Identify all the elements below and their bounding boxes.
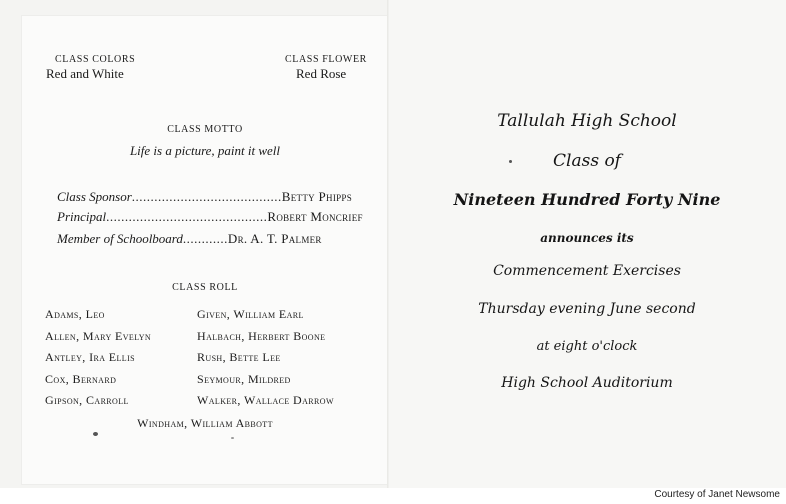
invitation-class-of: Class of <box>553 151 621 171</box>
official-name: Dr. A. T. Palmer <box>227 231 322 246</box>
invitation-announces: announces its <box>540 231 634 245</box>
invitation-year: Nineteen Hundred Forty Nine <box>453 190 721 209</box>
leader-dots: ............ <box>182 231 228 246</box>
invitation-time: at eight o'clock <box>536 339 638 354</box>
official-name: Betty Phipps <box>281 189 353 204</box>
invitation-event: Commencement Exercises <box>493 263 681 279</box>
class-colors-label: CLASS COLORS <box>55 54 136 65</box>
class-motto-value: Life is a picture, paint it well <box>129 143 281 158</box>
leader-dots: ........................................ <box>131 189 282 204</box>
roll-name: Rush, Bette Lee <box>197 350 281 364</box>
roll-name: Allen, Mary Evelyn <box>45 329 152 343</box>
invitation-school: Tallulah High School <box>497 111 677 131</box>
class-motto-label: CLASS MOTTO <box>167 124 243 135</box>
official-row-principal <box>57 209 363 225</box>
roll-name: Antley, Ira Ellis <box>45 350 136 364</box>
class-flower-value: Red Rose <box>296 66 347 81</box>
roll-name: Adams, Leo <box>45 307 105 321</box>
roll-name: Gipson, Carroll <box>45 393 129 407</box>
class-colors-value: Red and White <box>46 66 124 81</box>
roll-name-last: Windham, William Abbott <box>137 416 273 430</box>
roll-name: Cox, Bernard <box>45 372 117 386</box>
official-role: Principal <box>57 209 107 224</box>
invitation-venue: High School Auditorium <box>501 375 673 391</box>
class-flower-label: CLASS FLOWER <box>285 54 367 65</box>
official-role: Member of Schoolboard <box>57 231 183 246</box>
inside-left-panel <box>22 16 388 484</box>
roll-name: Halbach, Herbert Boone <box>197 329 326 343</box>
ink-speck <box>231 437 234 439</box>
photo-credit: Courtesy of Janet Newsome <box>654 489 780 500</box>
official-name: Robert Moncrief <box>267 209 363 224</box>
invitation-date: Thursday evening June second <box>478 301 696 317</box>
official-row-schoolboard <box>57 231 322 247</box>
official-role: Class Sponsor <box>57 189 132 204</box>
leader-dots: ........................................... <box>106 209 268 224</box>
official-row-sponsor <box>57 189 352 205</box>
roll-name: Seymour, Mildred <box>197 372 291 386</box>
roll-name: Walker, Wallace Darrow <box>197 393 334 407</box>
ink-speck <box>93 432 98 436</box>
class-roll-label: CLASS ROLL <box>172 282 238 293</box>
roll-name: Given, William Earl <box>197 307 304 321</box>
